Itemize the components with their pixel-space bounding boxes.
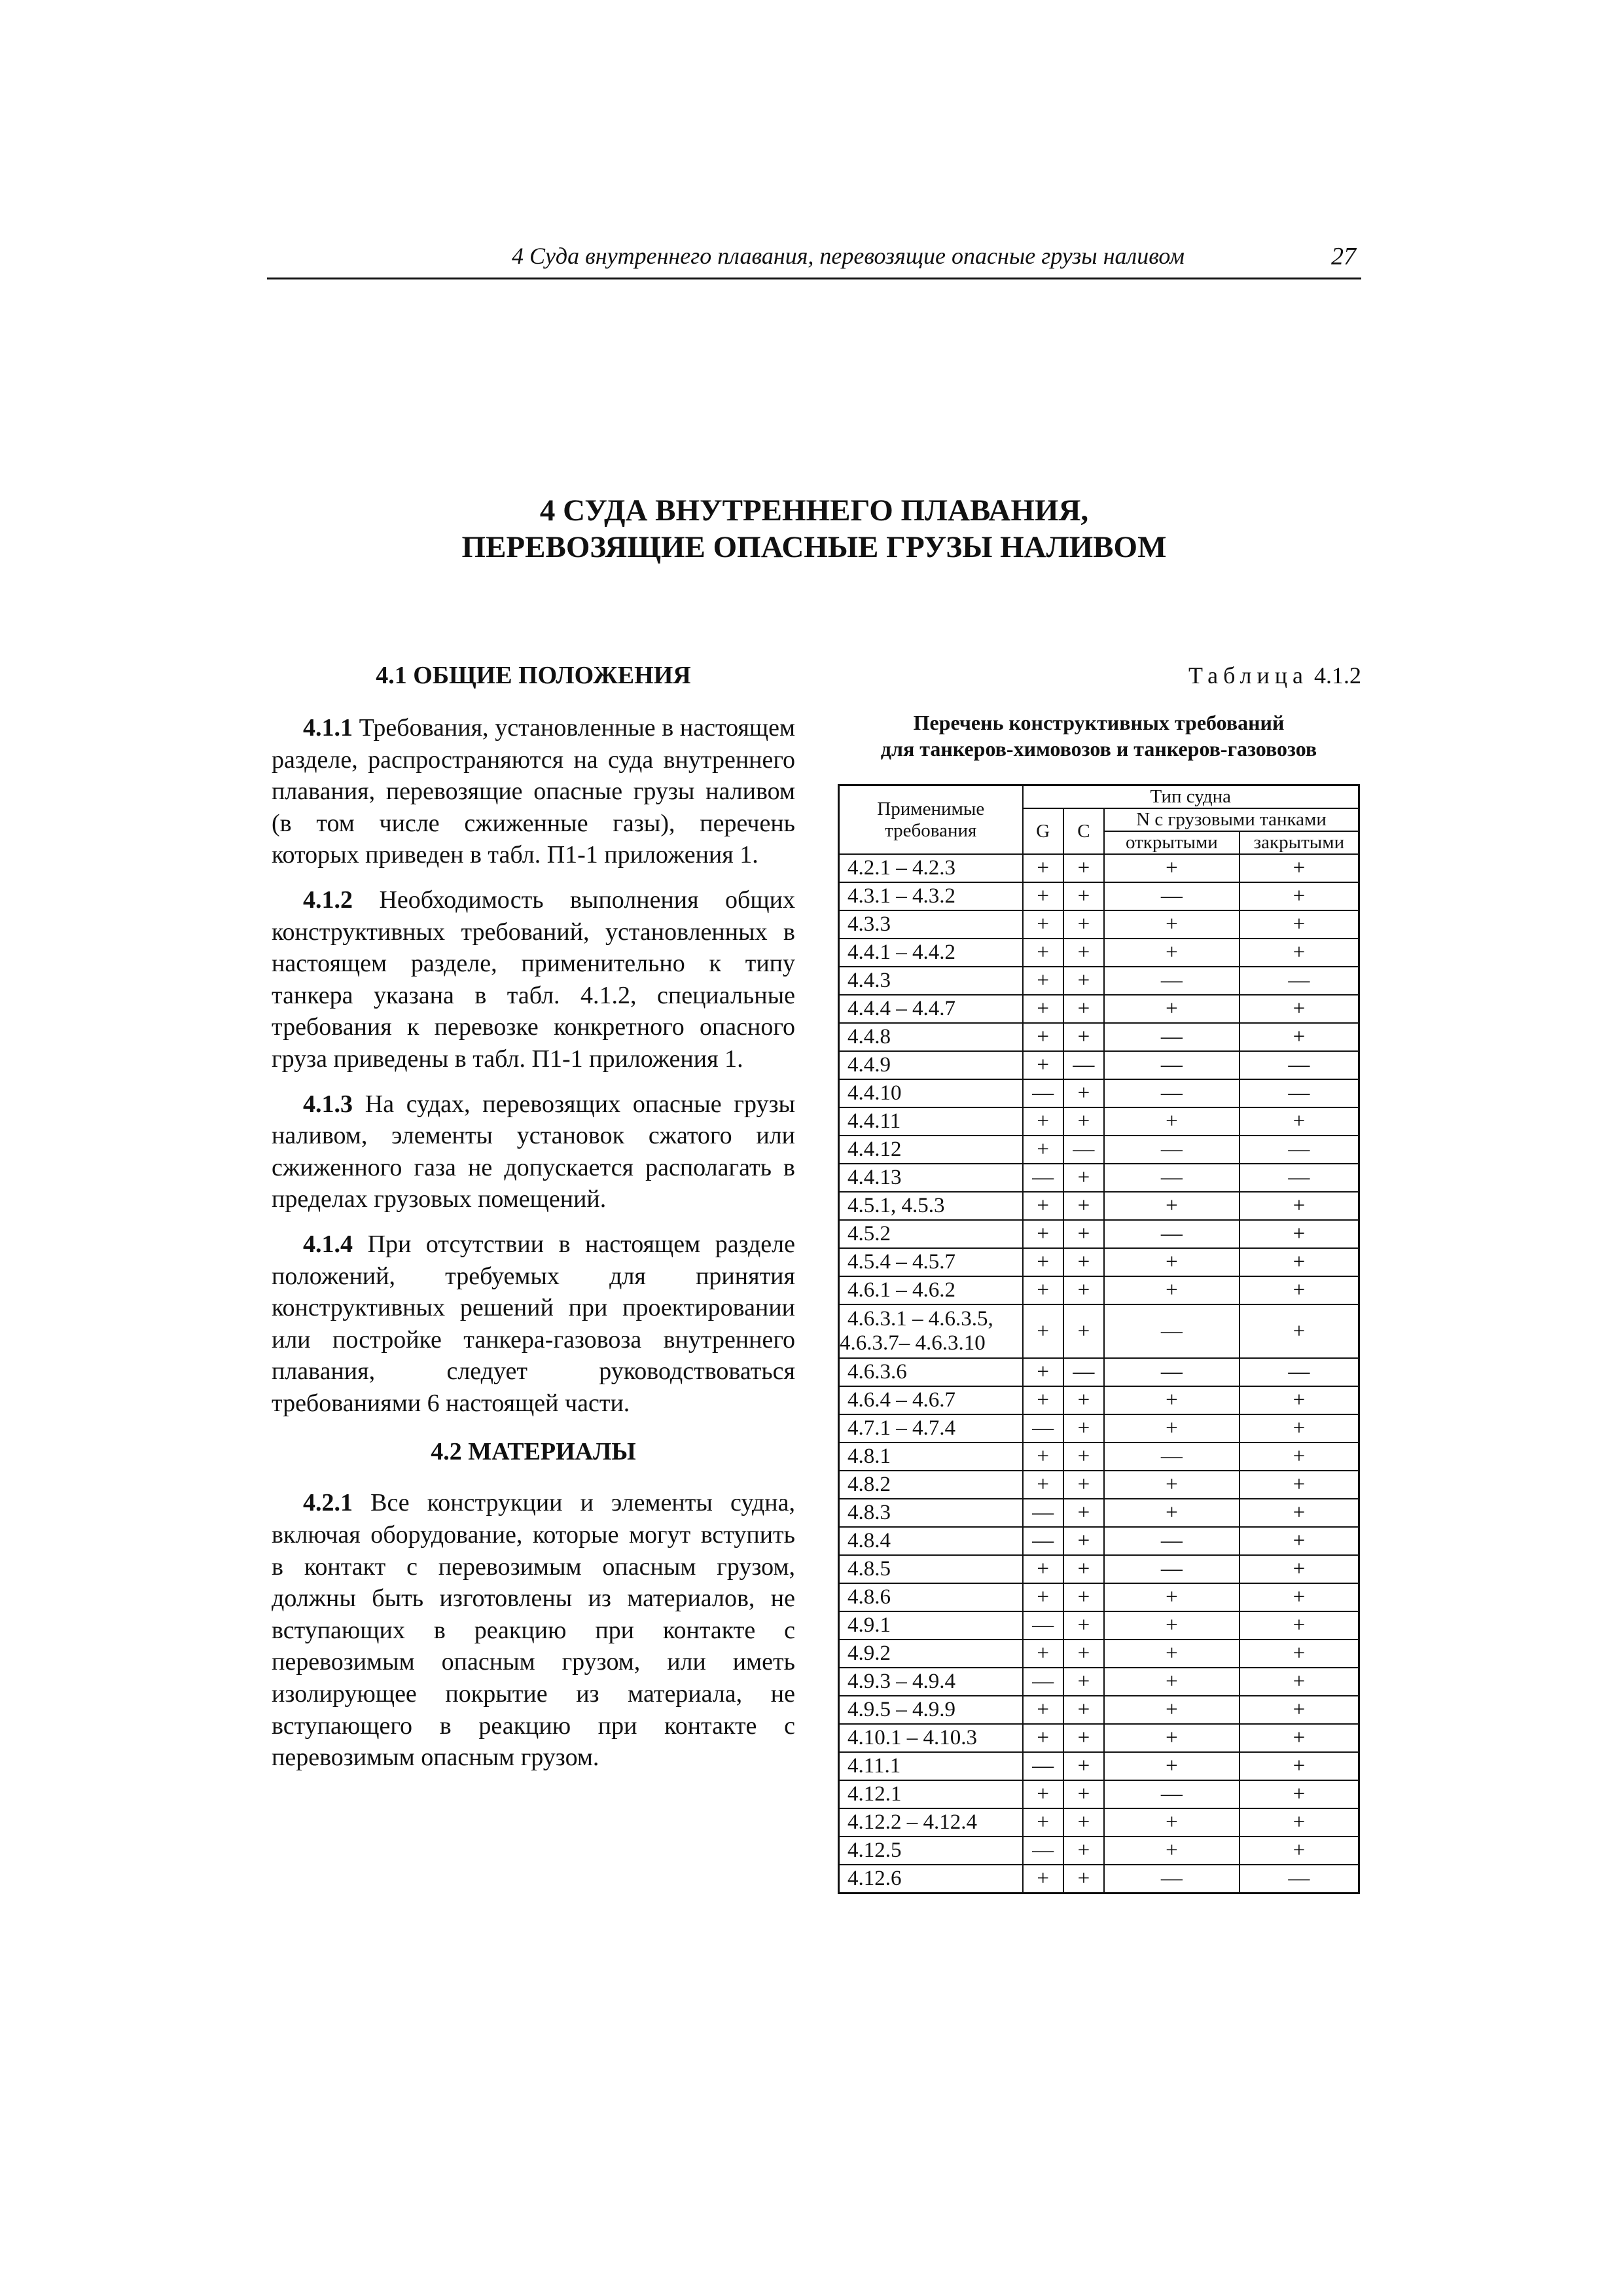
table-row <box>839 1220 1359 1248</box>
cell-open: + <box>1104 939 1240 967</box>
cell-g: + <box>1023 1304 1063 1358</box>
requirement-text: 4.4.3 <box>847 969 891 992</box>
table-row <box>839 1808 1359 1837</box>
cell-g: + <box>1023 1443 1063 1471</box>
cell-closed: + <box>1240 1583 1359 1611</box>
requirement-text: 4.11.1 <box>847 1754 901 1778</box>
requirement-cell <box>839 1023 1023 1051</box>
cell-closed: + <box>1240 1443 1359 1471</box>
requirement-text: 4.4.1 – 4.4.2 <box>847 941 955 964</box>
cell-g: + <box>1023 1808 1063 1837</box>
table-row <box>839 1499 1359 1527</box>
requirement-cell <box>839 1640 1023 1668</box>
cell-closed: + <box>1240 1724 1359 1752</box>
cell-open: + <box>1104 1668 1240 1696</box>
cell-g: + <box>1023 1696 1063 1724</box>
cell-c: + <box>1063 1640 1104 1668</box>
cell-g: + <box>1023 1248 1063 1276</box>
cell-c: + <box>1063 1192 1104 1220</box>
requirement-cell <box>839 1386 1023 1414</box>
cell-closed: + <box>1240 1023 1359 1051</box>
cell-closed: — <box>1240 1136 1359 1164</box>
requirement-cell <box>839 1555 1023 1583</box>
requirement-text: 4.8.6 <box>847 1585 891 1609</box>
requirement-cell <box>839 1443 1023 1471</box>
page-number: 27 <box>1331 243 1356 270</box>
table-label <box>836 661 1361 690</box>
requirement-cell <box>839 1696 1023 1724</box>
cell-open: — <box>1104 1780 1240 1808</box>
cell-closed: + <box>1240 1668 1359 1696</box>
requirement-cell <box>839 1780 1023 1808</box>
table-row <box>839 1865 1359 1893</box>
cell-closed: + <box>1240 854 1359 882</box>
cell-g: — <box>1023 1499 1063 1527</box>
cell-c: + <box>1063 1611 1104 1640</box>
cell-c: + <box>1063 1808 1104 1837</box>
paragraph-4-1-3 <box>272 1088 795 1215</box>
requirement-text: 4.4.4 – 4.4.7 <box>847 997 955 1020</box>
requirement-text: 4.9.3 – 4.9.4 <box>847 1670 955 1693</box>
cell-closed: + <box>1240 1808 1359 1837</box>
cell-g: + <box>1023 1724 1063 1752</box>
cell-c: + <box>1063 1865 1104 1893</box>
cell-open: + <box>1104 854 1240 882</box>
cell-open: — <box>1104 882 1240 910</box>
paragraph-number: 4.2.1 <box>303 1489 353 1517</box>
header-g: G <box>1023 808 1063 854</box>
cell-closed: + <box>1240 1304 1359 1358</box>
table-row <box>839 1668 1359 1696</box>
requirement-cell <box>839 1304 1023 1358</box>
cell-c: + <box>1063 1220 1104 1248</box>
paragraph-number: 4.1.1 <box>303 714 353 742</box>
requirement-cell <box>839 1414 1023 1443</box>
table-row <box>839 967 1359 995</box>
cell-g: — <box>1023 1414 1063 1443</box>
table-title-line2: для танкеров-химовозов и танкеров-газовозов <box>880 737 1317 761</box>
cell-c: + <box>1063 1780 1104 1808</box>
requirement-text: 4.5.2 <box>847 1222 891 1246</box>
requirement-text: 4.9.1 <box>847 1613 891 1637</box>
cell-closed: + <box>1240 1107 1359 1136</box>
cell-closed: + <box>1240 1499 1359 1527</box>
cell-open: + <box>1104 1192 1240 1220</box>
table-row <box>839 1752 1359 1780</box>
requirement-text: 4.8.1 <box>847 1444 891 1468</box>
cell-open: + <box>1104 995 1240 1023</box>
paragraph-text: При отсутствии в настоящем разделе положений, требуемых для принятия конструктивных решений при проектировании или постройке танкера-газовоза внутреннего плавания, следует руководствоваться требованиями 6 настоящей части. <box>272 1230 795 1417</box>
table-row <box>839 1248 1359 1276</box>
chapter-title-line2: ПЕРЕВОЗЯЩИЕ ОПАСНЫЕ ГРУЗЫ НАЛИВОМ <box>461 530 1167 564</box>
cell-g: + <box>1023 1358 1063 1386</box>
header-open: открытыми <box>1104 831 1240 854</box>
running-header-title: 4 Суда внутреннего плавания, перевозящие опасные грузы наливом <box>512 243 1185 269</box>
section-heading-4-1: 4.1 ОБЩИЕ ПОЛОЖЕНИЯ <box>376 662 691 689</box>
requirement-cell <box>839 882 1023 910</box>
cell-closed: + <box>1240 1386 1359 1414</box>
header-ship-type: Тип судна <box>1023 785 1359 809</box>
cell-c: + <box>1063 1724 1104 1752</box>
table-row <box>839 1051 1359 1079</box>
table-row <box>839 1023 1359 1051</box>
cell-c: + <box>1063 1164 1104 1192</box>
requirement-cell <box>839 1220 1023 1248</box>
requirement-cell <box>839 1192 1023 1220</box>
requirement-cell <box>839 1752 1023 1780</box>
requirement-cell <box>839 995 1023 1023</box>
cell-closed: + <box>1240 1555 1359 1583</box>
cell-open: — <box>1104 1136 1240 1164</box>
cell-open: + <box>1104 1471 1240 1499</box>
table-row <box>839 1079 1359 1107</box>
table-row <box>839 1107 1359 1136</box>
cell-open: — <box>1104 1358 1240 1386</box>
table-row <box>839 1780 1359 1808</box>
table-row <box>839 995 1359 1023</box>
cell-g: + <box>1023 910 1063 939</box>
cell-g: + <box>1023 1780 1063 1808</box>
requirement-text: 4.4.12 <box>847 1138 902 1161</box>
left-column <box>272 661 795 1787</box>
cell-closed: + <box>1240 1640 1359 1668</box>
table-row <box>839 1164 1359 1192</box>
cell-g: + <box>1023 1471 1063 1499</box>
cell-c: + <box>1063 1107 1104 1136</box>
cell-c: + <box>1063 995 1104 1023</box>
cell-closed: + <box>1240 1837 1359 1865</box>
cell-c: + <box>1063 882 1104 910</box>
cell-c: + <box>1063 1527 1104 1555</box>
paragraph-4-1-1 <box>272 712 795 871</box>
requirement-cell <box>839 1527 1023 1555</box>
table-row <box>839 1555 1359 1583</box>
table-row <box>839 939 1359 967</box>
requirement-text: 4.8.3 <box>847 1501 891 1524</box>
cell-g: + <box>1023 1276 1063 1304</box>
cell-g: + <box>1023 995 1063 1023</box>
cell-closed: + <box>1240 1696 1359 1724</box>
requirement-text: 4.12.2 – 4.12.4 <box>847 1810 977 1834</box>
requirement-cell <box>839 1583 1023 1611</box>
requirement-cell <box>839 1276 1023 1304</box>
requirement-cell <box>839 1471 1023 1499</box>
requirement-cell <box>839 1724 1023 1752</box>
cell-c: + <box>1063 1414 1104 1443</box>
cell-c: — <box>1063 1051 1104 1079</box>
requirement-cell <box>839 1079 1023 1107</box>
requirements-table <box>838 784 1360 1894</box>
cell-c: + <box>1063 1668 1104 1696</box>
requirement-cell <box>839 1865 1023 1893</box>
header-c: C <box>1063 808 1104 854</box>
cell-open: — <box>1104 1443 1240 1471</box>
requirement-cell <box>839 1837 1023 1865</box>
cell-closed: — <box>1240 1164 1359 1192</box>
cell-open: + <box>1104 1414 1240 1443</box>
requirement-cell <box>839 1611 1023 1640</box>
requirement-text: 4.4.10 <box>847 1081 902 1105</box>
requirement-text: 4.6.4 – 4.6.7 <box>847 1388 955 1412</box>
cell-c: + <box>1063 1443 1104 1471</box>
cell-c: + <box>1063 967 1104 995</box>
cell-g: — <box>1023 1752 1063 1780</box>
cell-g: + <box>1023 1640 1063 1668</box>
header-closed: закрытыми <box>1240 831 1359 854</box>
requirement-cell <box>839 1358 1023 1386</box>
cell-closed: + <box>1240 1276 1359 1304</box>
cell-c: + <box>1063 1499 1104 1527</box>
requirement-text: 4.7.1 – 4.7.4 <box>847 1416 955 1440</box>
requirement-cell <box>839 1808 1023 1837</box>
table-title-line1: Перечень конструктивных требований <box>913 711 1285 734</box>
cell-open: + <box>1104 1837 1240 1865</box>
paragraph-4-1-2 <box>272 884 795 1075</box>
table-row <box>839 1640 1359 1668</box>
cell-closed: — <box>1240 1865 1359 1893</box>
table-row <box>839 1358 1359 1386</box>
running-header <box>267 241 1361 279</box>
header-requirements: Применимые требования <box>839 785 1023 855</box>
cell-open: — <box>1104 1304 1240 1358</box>
right-column <box>836 661 1361 1894</box>
cell-open: + <box>1104 1611 1240 1640</box>
cell-closed: + <box>1240 1780 1359 1808</box>
requirement-text: 4.10.1 – 4.10.3 <box>847 1726 977 1749</box>
table-body <box>839 854 1359 1893</box>
cell-closed: — <box>1240 1358 1359 1386</box>
cell-c: + <box>1063 939 1104 967</box>
paragraph-4-1-4 <box>272 1229 795 1420</box>
requirement-cell <box>839 1107 1023 1136</box>
cell-closed: + <box>1240 882 1359 910</box>
requirement-text: 4.9.2 <box>847 1641 891 1665</box>
cell-g: + <box>1023 1136 1063 1164</box>
cell-g: + <box>1023 882 1063 910</box>
table-label-number: 4.1.2 <box>1314 662 1361 689</box>
requirement-text: 4.4.13 <box>847 1166 902 1189</box>
cell-closed: + <box>1240 1471 1359 1499</box>
cell-c: + <box>1063 1248 1104 1276</box>
table-row <box>839 1414 1359 1443</box>
cell-open: — <box>1104 1220 1240 1248</box>
cell-g: — <box>1023 1079 1063 1107</box>
cell-g: — <box>1023 1611 1063 1640</box>
requirement-text: 4.9.5 – 4.9.9 <box>847 1698 955 1721</box>
requirement-text: 4.5.4 – 4.5.7 <box>847 1250 955 1274</box>
table-row <box>839 1443 1359 1471</box>
cell-c: + <box>1063 1752 1104 1780</box>
cell-g: + <box>1023 1192 1063 1220</box>
requirement-cell <box>839 967 1023 995</box>
cell-open: + <box>1104 1752 1240 1780</box>
requirement-text: 4.3.3 <box>847 912 891 936</box>
paragraph-text: Требования, установленные в настоящем разделе, распространяются на суда внутреннего плавания, перевозящие опасные грузы наливом (в том числе сжиженные газы), перечень которых приведен в табл. П1-1 приложения 1. <box>272 714 795 869</box>
header-n: N с грузовыми танками <box>1104 808 1359 831</box>
cell-open: + <box>1104 1724 1240 1752</box>
table-row <box>839 1611 1359 1640</box>
cell-g: — <box>1023 1668 1063 1696</box>
cell-c: + <box>1063 1555 1104 1583</box>
requirement-text: 4.5.1, 4.5.3 <box>847 1194 945 1217</box>
requirement-text: 4.6.1 – 4.6.2 <box>847 1278 955 1302</box>
cell-c: + <box>1063 1696 1104 1724</box>
chapter-title <box>267 492 1361 565</box>
cell-open: + <box>1104 1583 1240 1611</box>
table-row <box>839 1136 1359 1164</box>
cell-c: + <box>1063 1276 1104 1304</box>
cell-g: + <box>1023 967 1063 995</box>
cell-g: + <box>1023 1220 1063 1248</box>
table-row <box>839 1304 1359 1358</box>
requirement-cell <box>839 910 1023 939</box>
requirement-text: 4.6.3.6 <box>847 1360 907 1384</box>
requirement-text: 4.8.2 <box>847 1473 891 1496</box>
cell-g: + <box>1023 1051 1063 1079</box>
requirement-text: 4.3.1 – 4.3.2 <box>847 884 955 908</box>
paragraph-4-2-1 <box>272 1487 795 1773</box>
cell-g: — <box>1023 1164 1063 1192</box>
cell-c: + <box>1063 1079 1104 1107</box>
requirement-text: 4.4.9 <box>847 1053 891 1077</box>
cell-g: + <box>1023 854 1063 882</box>
requirement-text: 4.2.1 – 4.2.3 <box>847 856 955 880</box>
cell-open: + <box>1104 1386 1240 1414</box>
cell-open: + <box>1104 910 1240 939</box>
requirement-cell <box>839 854 1023 882</box>
table-title <box>836 709 1361 762</box>
cell-open: — <box>1104 1164 1240 1192</box>
table-row <box>839 854 1359 882</box>
cell-open: — <box>1104 1527 1240 1555</box>
table-row <box>839 1696 1359 1724</box>
requirement-cell <box>839 1136 1023 1164</box>
table-row <box>839 882 1359 910</box>
table-row <box>839 1837 1359 1865</box>
paragraph-number: 4.1.3 <box>303 1090 353 1118</box>
requirement-text: 4.4.8 <box>847 1025 891 1049</box>
cell-g: + <box>1023 1386 1063 1414</box>
cell-c: + <box>1063 910 1104 939</box>
table-row <box>839 1386 1359 1414</box>
cell-closed: + <box>1240 939 1359 967</box>
requirement-text: 4.4.11 <box>847 1109 901 1133</box>
cell-closed: + <box>1240 1414 1359 1443</box>
cell-open: — <box>1104 1023 1240 1051</box>
table-row <box>839 1471 1359 1499</box>
cell-open: + <box>1104 1276 1240 1304</box>
paragraph-number: 4.1.2 <box>303 886 353 914</box>
cell-open: + <box>1104 1499 1240 1527</box>
requirement-cell <box>839 939 1023 967</box>
cell-c: + <box>1063 1304 1104 1358</box>
cell-c: + <box>1063 1386 1104 1414</box>
table-row <box>839 910 1359 939</box>
table-row <box>839 1276 1359 1304</box>
chapter-title-line1: 4 СУДА ВНУТРЕННЕГО ПЛАВАНИЯ, <box>539 493 1089 528</box>
cell-open: — <box>1104 1051 1240 1079</box>
cell-g: + <box>1023 939 1063 967</box>
requirement-text: 4.12.5 <box>847 1839 902 1862</box>
cell-closed: + <box>1240 1248 1359 1276</box>
cell-c: + <box>1063 1471 1104 1499</box>
cell-open: + <box>1104 1248 1240 1276</box>
cell-c: + <box>1063 1837 1104 1865</box>
table-label-word: Таблица <box>1188 662 1308 689</box>
requirement-cell <box>839 1051 1023 1079</box>
cell-open: + <box>1104 1808 1240 1837</box>
requirement-cell <box>839 1248 1023 1276</box>
paragraph-text: Необходимость выполнения общих конструктивных требований, установленных в настоящем разделе, применительно к типу танкера указана в табл. 4.1.2, специальные требования к перевозке конкретного опасного груза приведены в табл. П1-1 приложения 1. <box>272 886 795 1073</box>
cell-closed: — <box>1240 967 1359 995</box>
cell-open: + <box>1104 1107 1240 1136</box>
cell-g: + <box>1023 1865 1063 1893</box>
cell-c: — <box>1063 1358 1104 1386</box>
cell-g: + <box>1023 1555 1063 1583</box>
requirement-cell <box>839 1668 1023 1696</box>
requirement-text: 4.6.3.1 – 4.6.3.5, <box>847 1307 993 1331</box>
cell-open: — <box>1104 1865 1240 1893</box>
cell-c: + <box>1063 1023 1104 1051</box>
requirement-text: 4.12.1 <box>847 1782 902 1806</box>
cell-c: — <box>1063 1136 1104 1164</box>
requirement-cell <box>839 1164 1023 1192</box>
cell-g: + <box>1023 1023 1063 1051</box>
cell-open: + <box>1104 1640 1240 1668</box>
cell-closed: — <box>1240 1079 1359 1107</box>
requirement-cell <box>839 1499 1023 1527</box>
paragraph-text: На судах, перевозящих опасные грузы наливом, элементы установок сжатого или сжиженного газа не допускается располагать в пределах грузовых помещений. <box>272 1090 795 1213</box>
cell-open: — <box>1104 1555 1240 1583</box>
cell-closed: + <box>1240 1192 1359 1220</box>
cell-closed: + <box>1240 1220 1359 1248</box>
section-heading-4-2: 4.2 МАТЕРИАЛЫ <box>431 1438 636 1466</box>
cell-g: — <box>1023 1837 1063 1865</box>
cell-closed: + <box>1240 1527 1359 1555</box>
cell-closed: — <box>1240 1051 1359 1079</box>
requirement-text-cont: 4.6.3.7– 4.6.3.10 <box>840 1331 986 1355</box>
table-row <box>839 1192 1359 1220</box>
cell-g: + <box>1023 1107 1063 1136</box>
table-row <box>839 1583 1359 1611</box>
cell-closed: + <box>1240 995 1359 1023</box>
cell-open: + <box>1104 1696 1240 1724</box>
requirement-text: 4.12.6 <box>847 1867 902 1890</box>
paragraph-number: 4.1.4 <box>303 1230 353 1258</box>
requirement-text: 4.8.4 <box>847 1529 891 1552</box>
cell-open: — <box>1104 1079 1240 1107</box>
cell-c: + <box>1063 1583 1104 1611</box>
cell-open: — <box>1104 967 1240 995</box>
cell-closed: + <box>1240 1611 1359 1640</box>
requirement-text: 4.8.5 <box>847 1557 891 1581</box>
cell-c: + <box>1063 854 1104 882</box>
cell-closed: + <box>1240 1752 1359 1780</box>
table-row <box>839 1527 1359 1555</box>
cell-g: + <box>1023 1583 1063 1611</box>
table-row <box>839 1724 1359 1752</box>
cell-g: — <box>1023 1527 1063 1555</box>
paragraph-text: Все конструкции и элементы судна, включая оборудование, которые могут вступить в контакт с перевозимым опасным грузом, должны быть изготовлены из материалов, не вступающих в реакцию при контакте с перевозимым опасным грузом, или иметь изолирующее покрытие из материала, не вступающего в реакцию при контакте с перевозимым опасным грузом. <box>272 1489 795 1772</box>
cell-closed: + <box>1240 910 1359 939</box>
